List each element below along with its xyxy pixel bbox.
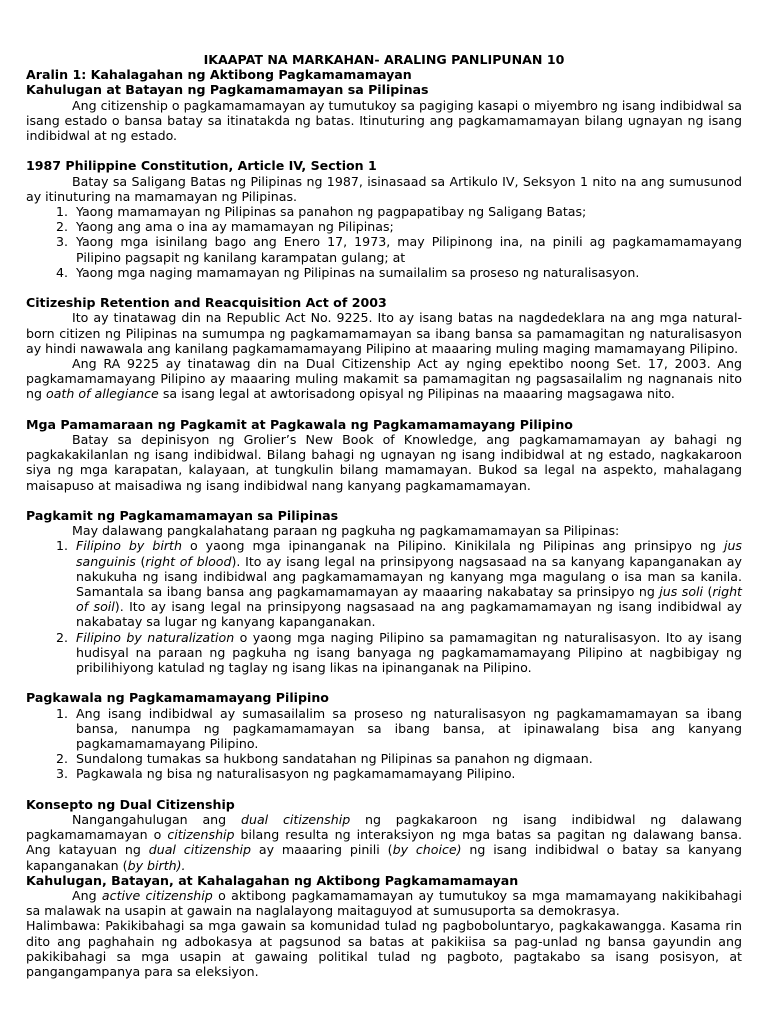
- section-heading: Kahulugan at Batayan ng Pagkamamamayan sa Pilipinas: [26, 82, 429, 98]
- list-item: 1. Ang isang indibidwal ay sumasailalim sa proseso ng naturalisasyon ng pagkamamamayan sa ibang bansa, nanumpa ng pagkamamamayan sa ibang bansa, at ipinawalang bisa ang kanyang pagkamamamayang Pilipino.: [72, 706, 742, 752]
- list-item: 1. Filipino by birth o yaong mga ipinanganak na Pilipino. Kinikilala ng Pilipinas ang prinsipyo ng jus sanguinis (right of blood). Ito ay isang legal na prinsipyong nagsasaad na sa kanyang kapanganakan ay nakukuha ng isang indibidwal ang pagkamamamayan ng kanyang mga magulang o isa man sa kanila. Samantala sa ibang bansa ang pagkamamamayan ay maaaring nakabatay sa prinsipyo ng jus soli (right of soil). Ito ay isang legal na prinsipyong nagsasaad na ang pagkamamamayan ng isang indibidwal ay nakabatay sa lugar ng kanyang kapanganakan.: [72, 538, 742, 629]
- paragraph: Nangangahulugan ang dual citizenship ng pagkakaroon ng isang indibidwal ng dalawang pagkamamamayan o citizenship bilang resulta ng interaksiyon ng mga batas sa pagitan ng dalawang bansa. Ang katayuan ng dual citizenship ay maaaring pinili (by choice) ng isang indibidwal o batay sa kanyang kapanganakan (by birth).: [26, 812, 743, 873]
- lesson-title: Aralin 1: Kahalagahan ng Aktibong Pagkamamamayan: [26, 67, 412, 83]
- section-heading: Kahulugan, Batayan, at Kahalagahan ng Aktibong Pagkamamamayan: [26, 872, 519, 888]
- spacer: [26, 782, 742, 797]
- list-item: 2. Filipino by naturalization o yaong mga naging Pilipino sa pamamagitan ng naturalisasyon. Ito ay isang hudisyal na paraan ng pagkuha ng isang banyaga ng pagkamamamayang Pilipino at nagbibigay ng pribilihiyong katulad ng taglay ng isang likas na ipinanganak na Pilipino.: [72, 630, 742, 676]
- paragraph: Batay sa Saligang Batas ng Pilipinas ng 1987, isinasaad sa Artikulo IV, Seksyon 1 nito na ang sumusunod ay itinuturing na mamamayan ng Pilipinas.: [26, 173, 742, 204]
- list-item: 2. Sundalong tumakas sa hukbong sandatahan ng Pilipinas sa panahon ng digmaan.: [72, 751, 742, 766]
- numbered-list: [26, 538, 742, 675]
- spacer: [26, 493, 742, 508]
- numbered-list: [26, 204, 742, 280]
- paragraph: Ito ay tinatawag din na Republic Act No. 9225. Ito ay isang batas na nagdedeklara na ang mga natural-born citizen ng Pilipinas na sumumpa ng pagkamamamayan sa ibang bansa sa pamamagitan ng naturalisasyon ay hindi nawawala ang kanilang pagkamamamayang Pilipino at maaaring muling maging mamamayang Pilipino.: [26, 310, 742, 356]
- list-item: 3. Yaong mga isinilang bago ang Enero 17, 1973, may Pilipinong ina, na pinili ag pagkamamamayang Pilipino pagsapit ng kanilang karampatan gulang; at: [72, 234, 742, 264]
- paragraph: Batay sa depinisyon ng Grolier’s New Book of Knowledge, ang pagkamamamayan ay bahagi ng pagkakakilanlan ng isang indibidwal. Bilang bahagi ng ugnayan ng isang indibidwal at ng estado, nagkakaroon siya ng mga karapatan, kalayaan, at tungkulin bilang mamamayan. Bukod sa legal na aspekto, mahalagang maisapuso at maisadiwa ng isang indibidwal nang kanyang pagkamamamayan.: [26, 432, 742, 493]
- list-item: 2. Yaong ang ama o ina ay mamamayan ng Pilipinas;: [72, 219, 742, 234]
- section-heading: Pagkamit ng Pagkamamamayan sa Pilipinas: [26, 508, 339, 524]
- section-heading: 1987 Philippine Constitution, Article IV, Section 1: [26, 158, 377, 174]
- paragraph: Halimbawa: Pakikibahagi sa mga gawain sa komunidad tulad ng pagboboluntaryo, pagkakawanggа. Kasama rin dito ang paghahain ng adbokasya at pagsunod sa batas at pakikiisa sa pag-unlad ng bansa gayundin ang pakikibahagi sa mga usapin at gawaing politikal tulad ng pagboto, pagtakabo sa isang posisyon, at pangangampanya para sa eleksiyon.: [26, 918, 742, 980]
- list-item: 1. Yaong mamamayan ng Pilipinas sa panahon ng pagpapatibay ng Saligang Batas;: [72, 204, 742, 219]
- paragraph: Ang active citizenship o aktibong pagkamamamayan ay tumutukoy sa mga mamamayang nakikibahagi sa malawak na usapin at gawain na naglalayong maitaguyod at sumusuporta sa demokrasya.: [26, 888, 742, 919]
- paragraph: Ang RA 9225 ay tinatawag din na Dual Citizenship Act ay nging epektibo noong Set. 17, 2003. Ang pagkamamamayang Pilipino ay maaaring muling makamit sa pamamagitan ng pagsasailalim ng nagnanais nito ng oath of allegiance sa isang legal at awtorisadong opisyal ng Pilipinas na maaaring magsagawa nito.: [26, 356, 742, 402]
- section-heading: Konsepto ng Dual Citizenship: [26, 796, 235, 812]
- section-heading: Citizeship Retention and Reacquisition Act of 2003: [26, 295, 387, 311]
- spacer: [26, 280, 742, 295]
- spacer: [26, 143, 742, 158]
- section-heading: Pagkawala ng Pagkamamamayang Pilipino: [26, 690, 329, 706]
- spacer: [26, 402, 742, 417]
- spacer: [26, 675, 742, 690]
- paragraph: Ang citizenship o pagkamamamayan ay tumutukoy sa pagiging kasapi o miyembro ng isang indibidwal sa isang estado o bansa batay sa itinatakda ng batas. Itinuturing ang pagkamamamayan bilang ugnayan ng isang indibidwal at ng estado.: [26, 97, 742, 144]
- paragraph: May dalawang pangkalahatang paraan ng pagkuha ng pagkamamamayan sa Pilipinas:: [72, 523, 620, 539]
- list-item: 3. Pagkawala ng bisa ng naturalisasyon ng pagkamamamayang Pilipino.: [72, 766, 742, 781]
- numbered-list: [26, 706, 742, 782]
- section-heading: Mga Pamamaraan ng Pagkamit at Pagkawala ng Pagkamamamayang Pilipino: [26, 416, 573, 432]
- list-item: 4. Yaong mga naging mamamayan ng Pilipinas na sumailalim sa proseso ng naturalisasyon.: [72, 265, 742, 280]
- page-title: IKAAPAT NA MARKAHAN- ARALING PANLIPUNAN 10: [203, 52, 565, 67]
